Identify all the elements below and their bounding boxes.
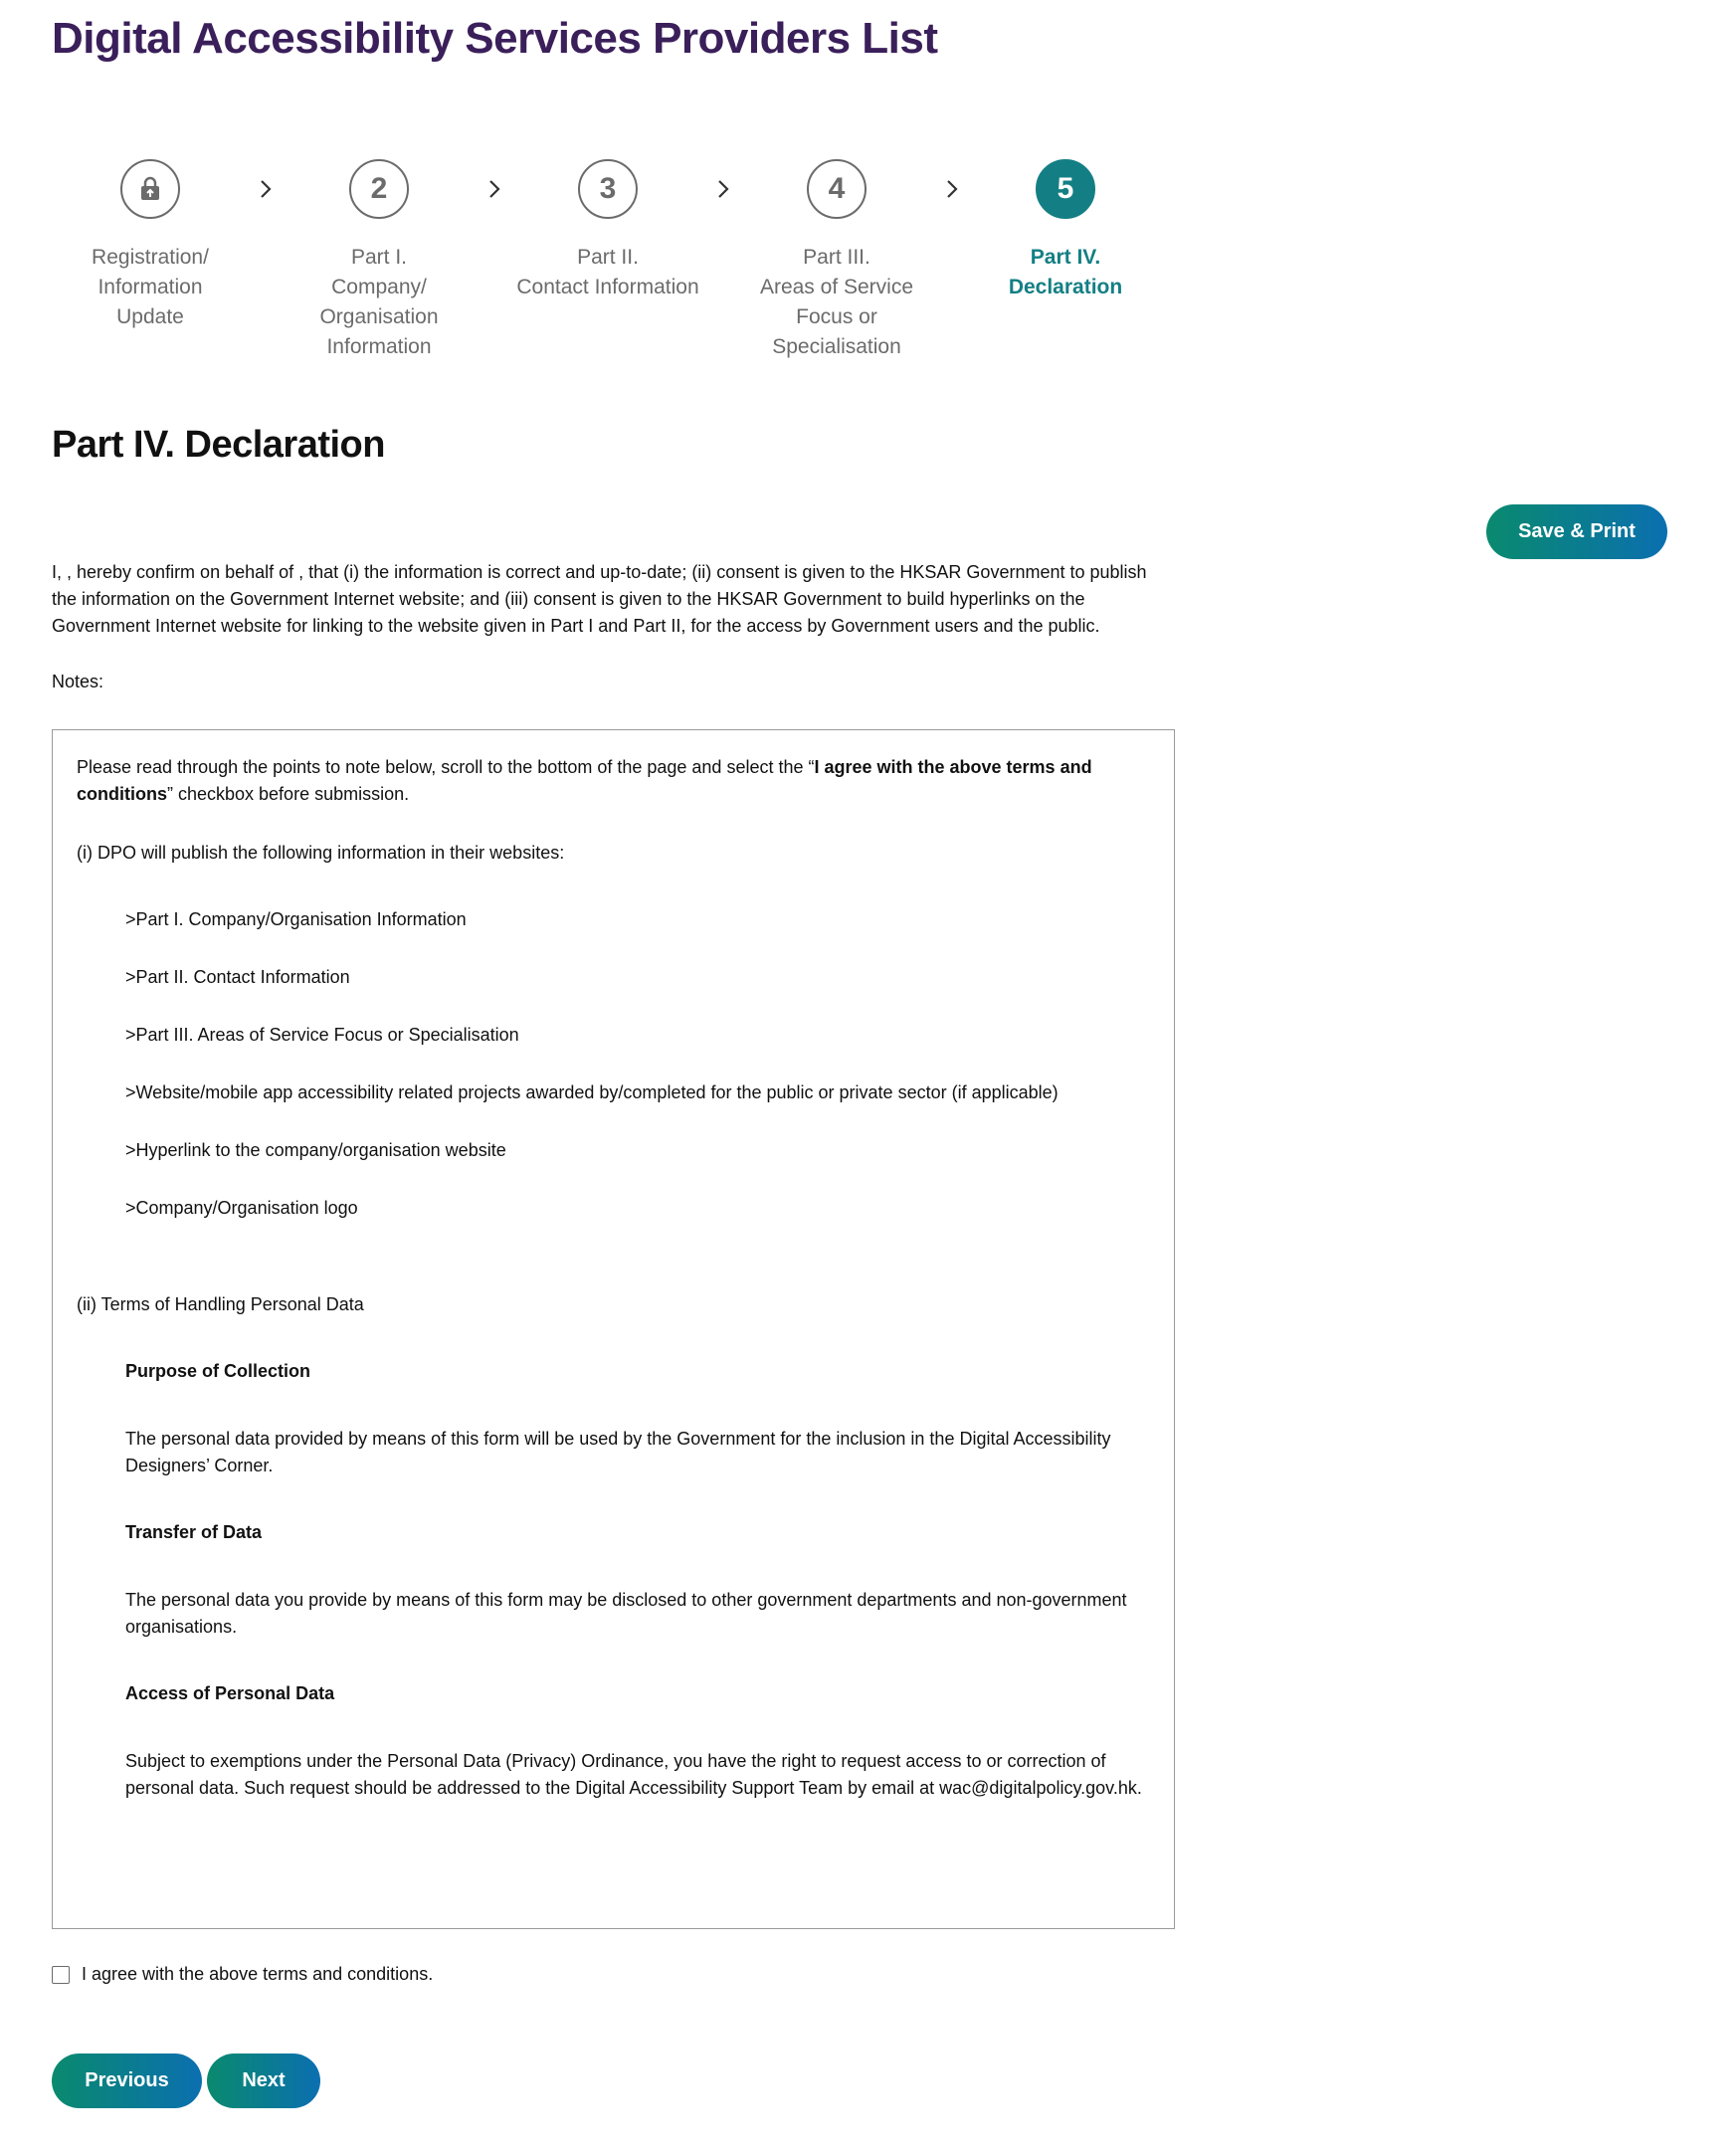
step-3-label: Part II. Contact Information [516,246,699,298]
agree-label[interactable]: I agree with the above terms and conditions. [82,1964,434,1984]
step-4-label: Part III. Areas of Service Focus or Specialisation [759,246,914,358]
list-item: >Part III. Areas of Service Focus or Specialisation [125,1025,519,1045]
step-part-1[interactable] [280,159,479,362]
next-button[interactable]: Next [207,2053,320,2108]
term-text: The personal data provided by means of this form will be used by the Government for the inclusion in the Digital Accessibility Designers’ Corner. [125,1429,1111,1475]
step-4-circle: 4 [807,159,867,219]
chevron-right-icon [481,175,508,203]
publish-info-list [77,906,1150,1222]
notes-section-2-heading: (ii) Terms of Handling Personal Data [77,1294,364,1314]
page-title: Digital Accessibility Services Providers List [52,14,938,63]
notes-scroll-box[interactable] [52,729,1175,1929]
terms-block [77,1358,1150,1802]
chevron-right-icon [938,175,966,203]
agree-checkbox-row[interactable] [52,1964,433,1985]
step-part-3[interactable] [737,159,936,362]
step-3-circle: 3 [578,159,638,219]
step-part-2[interactable] [508,159,707,302]
step-part-4[interactable] [966,159,1165,302]
list-item: >Hyperlink to the company/organisation website [125,1140,506,1160]
agree-checkbox[interactable] [52,1966,70,1984]
previous-button[interactable]: Previous [52,2053,202,2108]
list-item: >Part I. Company/Organisation Information [125,909,467,929]
term-heading: Access of Personal Data [125,1683,335,1703]
list-item: >Company/Organisation logo [125,1198,358,1218]
term-heading: Purpose of Collection [125,1361,311,1381]
notes-intro: Please read through the points to note below, scroll to the bottom of the page and select the “I agree with the above terms and conditions” checkbox before submission. [77,757,1092,804]
notes-label: Notes: [52,672,104,691]
section-title: Part IV. Declaration [52,424,385,466]
step-5-label: Part IV. Declaration [1008,246,1123,298]
term-text: The personal data you provide by means of this form may be disclosed to other government departments and non-government organisations. [125,1590,1127,1637]
step-1-circle [120,159,180,219]
step-1-label: Registration/ Information Update [92,246,209,328]
lock-upload-icon [135,174,165,204]
term-text: Subject to exemptions under the Personal Data (Privacy) Ordinance, you have the right to request access to or correction of personal data. Such request should be addressed to the Digital Accessibility Support Team by email at wac@digitalpolicy.gov.hk. [125,1751,1142,1798]
step-registration[interactable] [51,159,250,332]
progress-stepper [0,159,1194,388]
step-5-circle: 5 [1036,159,1095,219]
list-item: >Website/mobile app accessibility related projects awarded by/completed for the public or private sector (if applicable) [125,1082,1059,1102]
term-heading: Transfer of Data [125,1522,263,1542]
list-item: >Part II. Contact Information [125,967,350,987]
save-print-button[interactable]: Save & Print [1486,504,1667,559]
notes-section-1-heading: (i) DPO will publish the following information in their websites: [77,843,565,863]
step-2-circle: 2 [349,159,409,219]
declaration-text: I, , hereby confirm on behalf of , that (i) the information is correct and up-to-date; (ii) consent is given to the HKSAR Government to publish the information on the Government Internet website; and (iii) consent is given to the HKSAR Government to build hyperlinks on the Government Internet website for linking to the website given in Part I and Part II, for the access by Government users and the public. [52,562,1147,636]
step-2-label: Part I. Company/ Organisation Information [319,246,439,358]
chevron-right-icon [709,175,737,203]
chevron-right-icon [252,175,280,203]
